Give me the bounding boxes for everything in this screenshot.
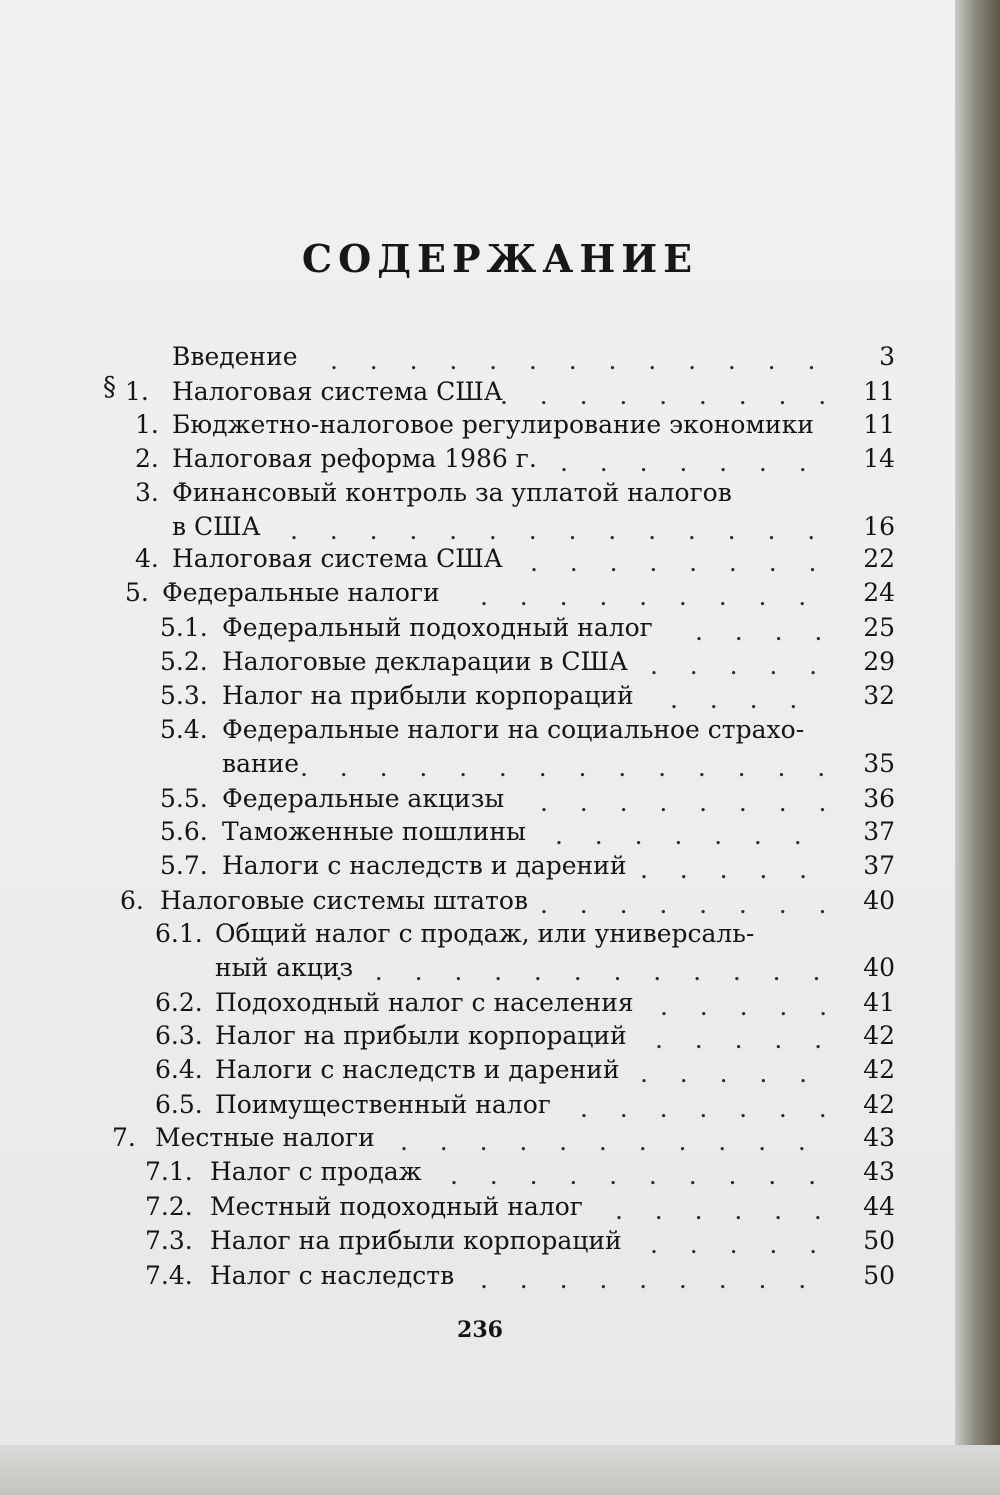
- toc-entry-label: Налог на прибыли корпораций: [210, 1226, 622, 1255]
- toc-entry-label: Налоги с наследств и дарений: [215, 1055, 620, 1084]
- toc-dot-leader: [650, 649, 825, 683]
- toc-dot-leader: [335, 955, 825, 989]
- page-title: СОДЕРЖАНИЕ: [301, 236, 699, 281]
- toc-entry-number: 7.4.: [145, 1261, 193, 1290]
- toc-dot-leader: [555, 819, 825, 853]
- toc-dot-leader: [655, 1023, 825, 1057]
- page-bottom-edge: [0, 1445, 1000, 1495]
- toc-entry-page: 40: [863, 886, 895, 915]
- toc-entry-label: Налоговые системы штатов: [160, 886, 529, 915]
- toc-entry-label: Бюджетно-налоговое регулирование экономики: [172, 410, 814, 439]
- toc-entry-label: Таможенные пошлины: [222, 817, 526, 846]
- toc-entry-label: Налог на прибыли корпораций: [215, 1021, 627, 1050]
- toc-entry-label: Налоговая система США: [172, 544, 503, 573]
- toc-dot-leader: [640, 1057, 825, 1091]
- toc-entry-label: Поимущественный налог: [215, 1090, 551, 1119]
- toc-entry-page: 42: [863, 1021, 895, 1050]
- toc-dot-leader: [480, 1263, 825, 1297]
- toc-entry-label: Налог на прибыли корпораций: [222, 681, 634, 710]
- toc-entry-number: 5.1.: [160, 613, 208, 642]
- toc-entry-number: 2.: [135, 444, 159, 473]
- toc-dot-leader: [580, 1092, 825, 1126]
- toc-entry-page: 24: [863, 578, 895, 607]
- toc-entry-label-continued: вание: [222, 749, 300, 778]
- toc-entry-label: Подоходный налог с населения: [215, 988, 634, 1017]
- toc-entry-label: Местные налоги: [155, 1123, 375, 1152]
- toc-entry-number: 6.4.: [155, 1055, 203, 1084]
- toc-entry-number: 6.2.: [155, 988, 203, 1017]
- toc-entry-number: 6.1.: [155, 919, 203, 948]
- toc-entry-page: 40: [863, 953, 895, 982]
- toc-entry-page: 41: [863, 988, 895, 1017]
- toc-entry-page: 42: [863, 1055, 895, 1084]
- toc-entry-label: Федеральный подоходный налог: [222, 613, 653, 642]
- toc-entry-page: 36: [863, 784, 895, 813]
- toc-entry-page: 22: [863, 544, 895, 573]
- toc-entry-page: 37: [863, 851, 895, 880]
- toc-entry-number: 1.: [125, 377, 149, 406]
- toc-entry-number: 5.6.: [160, 817, 208, 846]
- toc-dot-leader: [300, 751, 825, 785]
- toc-entry-number: 5.: [125, 578, 149, 607]
- toc-entry-page: 16: [863, 512, 895, 541]
- toc-dot-leader: [660, 990, 825, 1024]
- toc-entry-page: 50: [863, 1261, 895, 1290]
- toc-entry-page: 29: [863, 647, 895, 676]
- toc-entry-label: Общий налог с продаж, или универсаль-: [215, 919, 755, 948]
- page-number: 236: [457, 1317, 503, 1343]
- toc-entry-page: 50: [863, 1226, 895, 1255]
- toc-entry-page: 3: [879, 342, 895, 371]
- toc-entry-number: 7.1.: [145, 1157, 193, 1186]
- toc-entry-page: 43: [863, 1157, 895, 1186]
- toc-entry-number: 6.3.: [155, 1021, 203, 1050]
- toc-dot-leader: [650, 1228, 825, 1262]
- toc-entry-page: 35: [863, 749, 895, 778]
- toc-dot-leader: [400, 1125, 825, 1159]
- toc-dot-leader: [560, 446, 825, 480]
- toc-entry-label: Налоговая реформа 1986 г.: [172, 444, 537, 473]
- toc-entry-page: 14: [863, 444, 895, 473]
- toc-dot-leader: [615, 1194, 825, 1228]
- toc-entry-number: 4.: [135, 544, 159, 573]
- page-spine-shadow: [955, 0, 1000, 1495]
- section-mark: §: [103, 372, 116, 402]
- toc-entry-number: 6.: [120, 886, 144, 915]
- toc-entry-label: Федеральные акцизы: [222, 784, 505, 813]
- toc-entry-number: 5.2.: [160, 647, 208, 676]
- toc-entry-number: 7.2.: [145, 1192, 193, 1221]
- toc-entry-label: Федеральные налоги на социальное страхо-: [222, 715, 805, 744]
- toc-entry-label: Введение: [172, 342, 298, 371]
- toc-entry-label: Налоговые декларации в США: [222, 647, 628, 676]
- toc-entry-page: 32: [863, 681, 895, 710]
- toc-entry-label: Финансовый контроль за уплатой налогов: [172, 478, 732, 507]
- toc-entry-number: 5.3.: [160, 681, 208, 710]
- toc-dot-leader: [695, 615, 825, 649]
- toc-entry-page: 37: [863, 817, 895, 846]
- toc-entry-label: Налог с продаж: [210, 1157, 422, 1186]
- toc-dot-leader: [670, 683, 825, 717]
- toc-dot-leader: [450, 1159, 825, 1193]
- toc-entry-label: Налоговая система США: [172, 377, 503, 406]
- toc-entry-number: 3.: [135, 478, 159, 507]
- toc-dot-leader: [330, 344, 825, 378]
- toc-entry-label: Налог с наследств: [210, 1261, 455, 1290]
- toc-entry-label-continued: ный акциз: [215, 953, 354, 982]
- toc-entry-page: 25: [863, 613, 895, 642]
- toc-entry-number: 5.4.: [160, 715, 208, 744]
- toc-entry-label: Местный подоходный налог: [210, 1192, 583, 1221]
- toc-dot-leader: [530, 546, 825, 580]
- toc-dot-leader: [480, 580, 825, 614]
- toc-entry-page: 42: [863, 1090, 895, 1119]
- toc-entry-number: 5.7.: [160, 851, 208, 880]
- toc-entry-label: Налоги с наследств и дарений: [222, 851, 627, 880]
- toc-entry-page: 11: [863, 377, 895, 406]
- toc-entry-label: Федеральные налоги: [162, 578, 440, 607]
- toc-dot-leader: [540, 786, 825, 820]
- toc-entry-page: 11: [863, 410, 895, 439]
- toc-entry-number: 6.5.: [155, 1090, 203, 1119]
- toc-entry-page: 44: [863, 1192, 895, 1221]
- toc-entry-label-continued: в США: [172, 512, 261, 541]
- toc-entry-number: 5.5.: [160, 784, 208, 813]
- toc-entry-number: 7.3.: [145, 1226, 193, 1255]
- toc-dot-leader: [640, 853, 825, 887]
- toc-entry-number: 7.: [112, 1123, 136, 1152]
- toc-entry-page: 43: [863, 1123, 895, 1152]
- toc-entry-number: 1.: [135, 410, 159, 439]
